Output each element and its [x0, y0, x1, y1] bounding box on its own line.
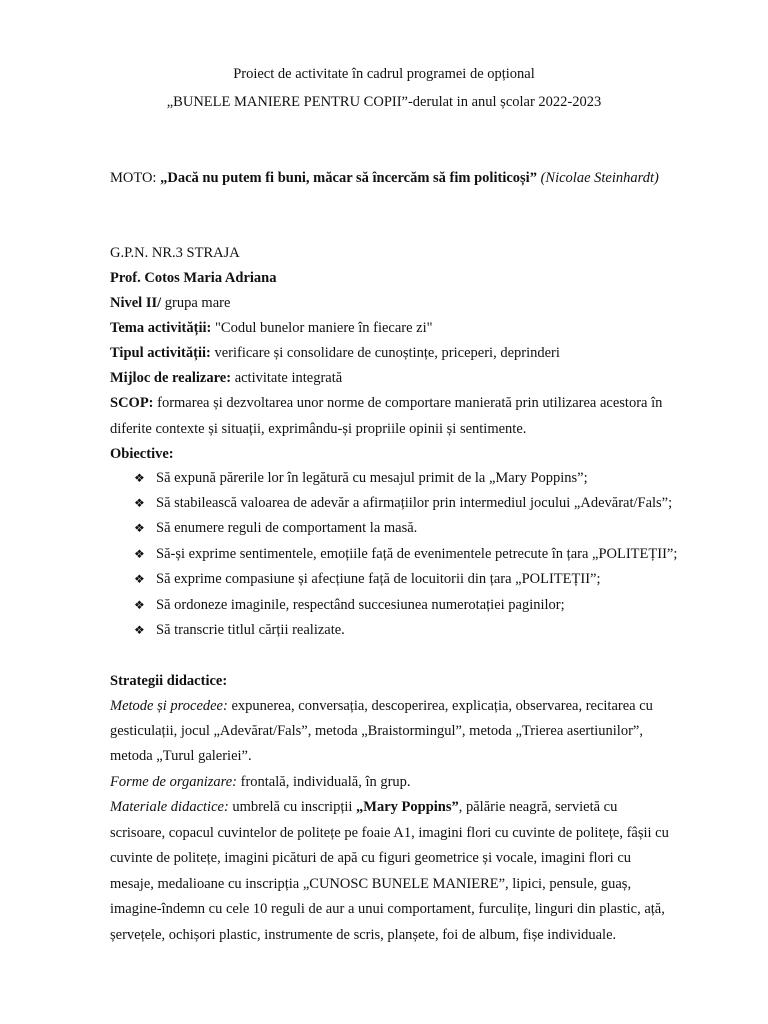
objective-item: ❖ Să expună părerile lor în legătură cu mesajul primit de la „Mary Poppins”;: [134, 470, 588, 486]
objectives-title: Obiective:: [110, 446, 174, 462]
tema-line: Tema activității: "Codul bunelor maniere în fiecare zi": [110, 320, 433, 336]
diamond-bullet-icon: ❖: [134, 496, 145, 510]
scop-line-1: SCOP: formarea și dezvoltarea unor norme de comportare manierată prin utilizarea acestora în: [110, 395, 663, 411]
objective-item: ❖ Să transcrie titlul cărții realizate.: [134, 622, 345, 638]
materiale-line-3: cuvinte de politețe, imagini picături de apă cu figuri geometrice și vocale, imagini flori cu: [110, 850, 632, 866]
objective-item: ❖ Să enumere reguli de comportament la masă.: [134, 520, 418, 536]
tip-line: Tipul activității: verificare și consolidare de cunoștințe, priceperi, deprinderi: [110, 345, 560, 361]
diamond-bullet-icon: ❖: [134, 471, 145, 485]
metode-line-3: metoda „Turul galeriei”.: [110, 748, 252, 764]
school-name: G.P.N. NR.3 STRAJA: [110, 245, 240, 261]
moto-label: MOTO:: [110, 170, 161, 186]
materiale-line-2: scrisoare, copacul cuvintelor de politețe pe foaie A1, imagini flori cu cuvinte de politețe, fâșii cu: [110, 825, 669, 841]
objective-item: ❖ Să exprime compasiune și afecțiune față de locuitorii din țara „POLITEȚII”;: [134, 571, 601, 587]
diamond-bullet-icon: ❖: [134, 598, 145, 612]
metode-line-2: gesticulații, jocul „Adevărat/Fals”, metoda „Braistormingul”, metoda „Trierea asertiunilor”,: [110, 723, 643, 739]
materiale-line-5: imagine-îndemn cu cele 10 reguli de aur a unui comportament, furculițe, linguri din plastic, ață,: [110, 901, 665, 917]
header-line-2: „BUNELE MANIERE PENTRU COPII”-derulat in anul școlar 2022-2023: [166, 94, 602, 110]
moto-quote: „Dacă nu putem fi buni, măcar să încercăm să fim politicoși”: [160, 170, 537, 186]
diamond-bullet-icon: ❖: [134, 623, 145, 637]
objective-item: ❖ Să ordoneze imaginile, respectând succesiunea numerotației paginilor;: [134, 597, 565, 613]
materiale-line-6: șervețele, ochișori plastic, instrumente de scris, planșete, foi de album, fișe individuale.: [110, 927, 617, 943]
moto-line: [110, 170, 728, 187]
header-line-1: Proiect de activitate în cadrul programei de opțional: [233, 66, 535, 82]
diamond-bullet-icon: ❖: [134, 521, 145, 535]
strategies-title: Strategii didactice:: [110, 673, 228, 689]
diamond-bullet-icon: ❖: [134, 572, 145, 586]
diamond-bullet-icon: ❖: [134, 547, 145, 561]
forme-line: Forme de organizare: frontală, individuală, în grup.: [110, 774, 411, 790]
metode-line-1: Metode și procedee: expunerea, conversația, descoperirea, explicația, observarea, recitarea cu: [110, 698, 653, 714]
materiale-line-1: Materiale didactice: umbrelă cu inscripții „Mary Poppins”, pălărie neagră, servietă cu: [110, 799, 618, 815]
materiale-line-4: mesaje, medalioane cu inscripția „CUNOSC BUNELE MANIERE”, lipici, pensule, guaș,: [110, 876, 632, 892]
scop-line-2: diferite contexte și situații, exprimându-și propriile opinii și sentimente.: [110, 421, 527, 437]
teacher-name: Prof. Cotos Maria Adriana: [110, 270, 277, 286]
objective-item: ❖ Să-și exprime sentimentele, emoțiile față de evenimentele petrecute în țara „POLITEȚII”;: [134, 546, 678, 562]
nivel-line: Nivel II/ grupa mare: [110, 295, 231, 311]
objective-item: ❖ Să stabilească valoarea de adevăr a afirmațiilor prin intermediul jocului „Adevărat/Fals”;: [134, 495, 673, 511]
mijloc-line: Mijloc de realizare: activitate integrată: [110, 370, 343, 386]
moto-author: (Nicolae Steinhardt): [536, 170, 659, 186]
